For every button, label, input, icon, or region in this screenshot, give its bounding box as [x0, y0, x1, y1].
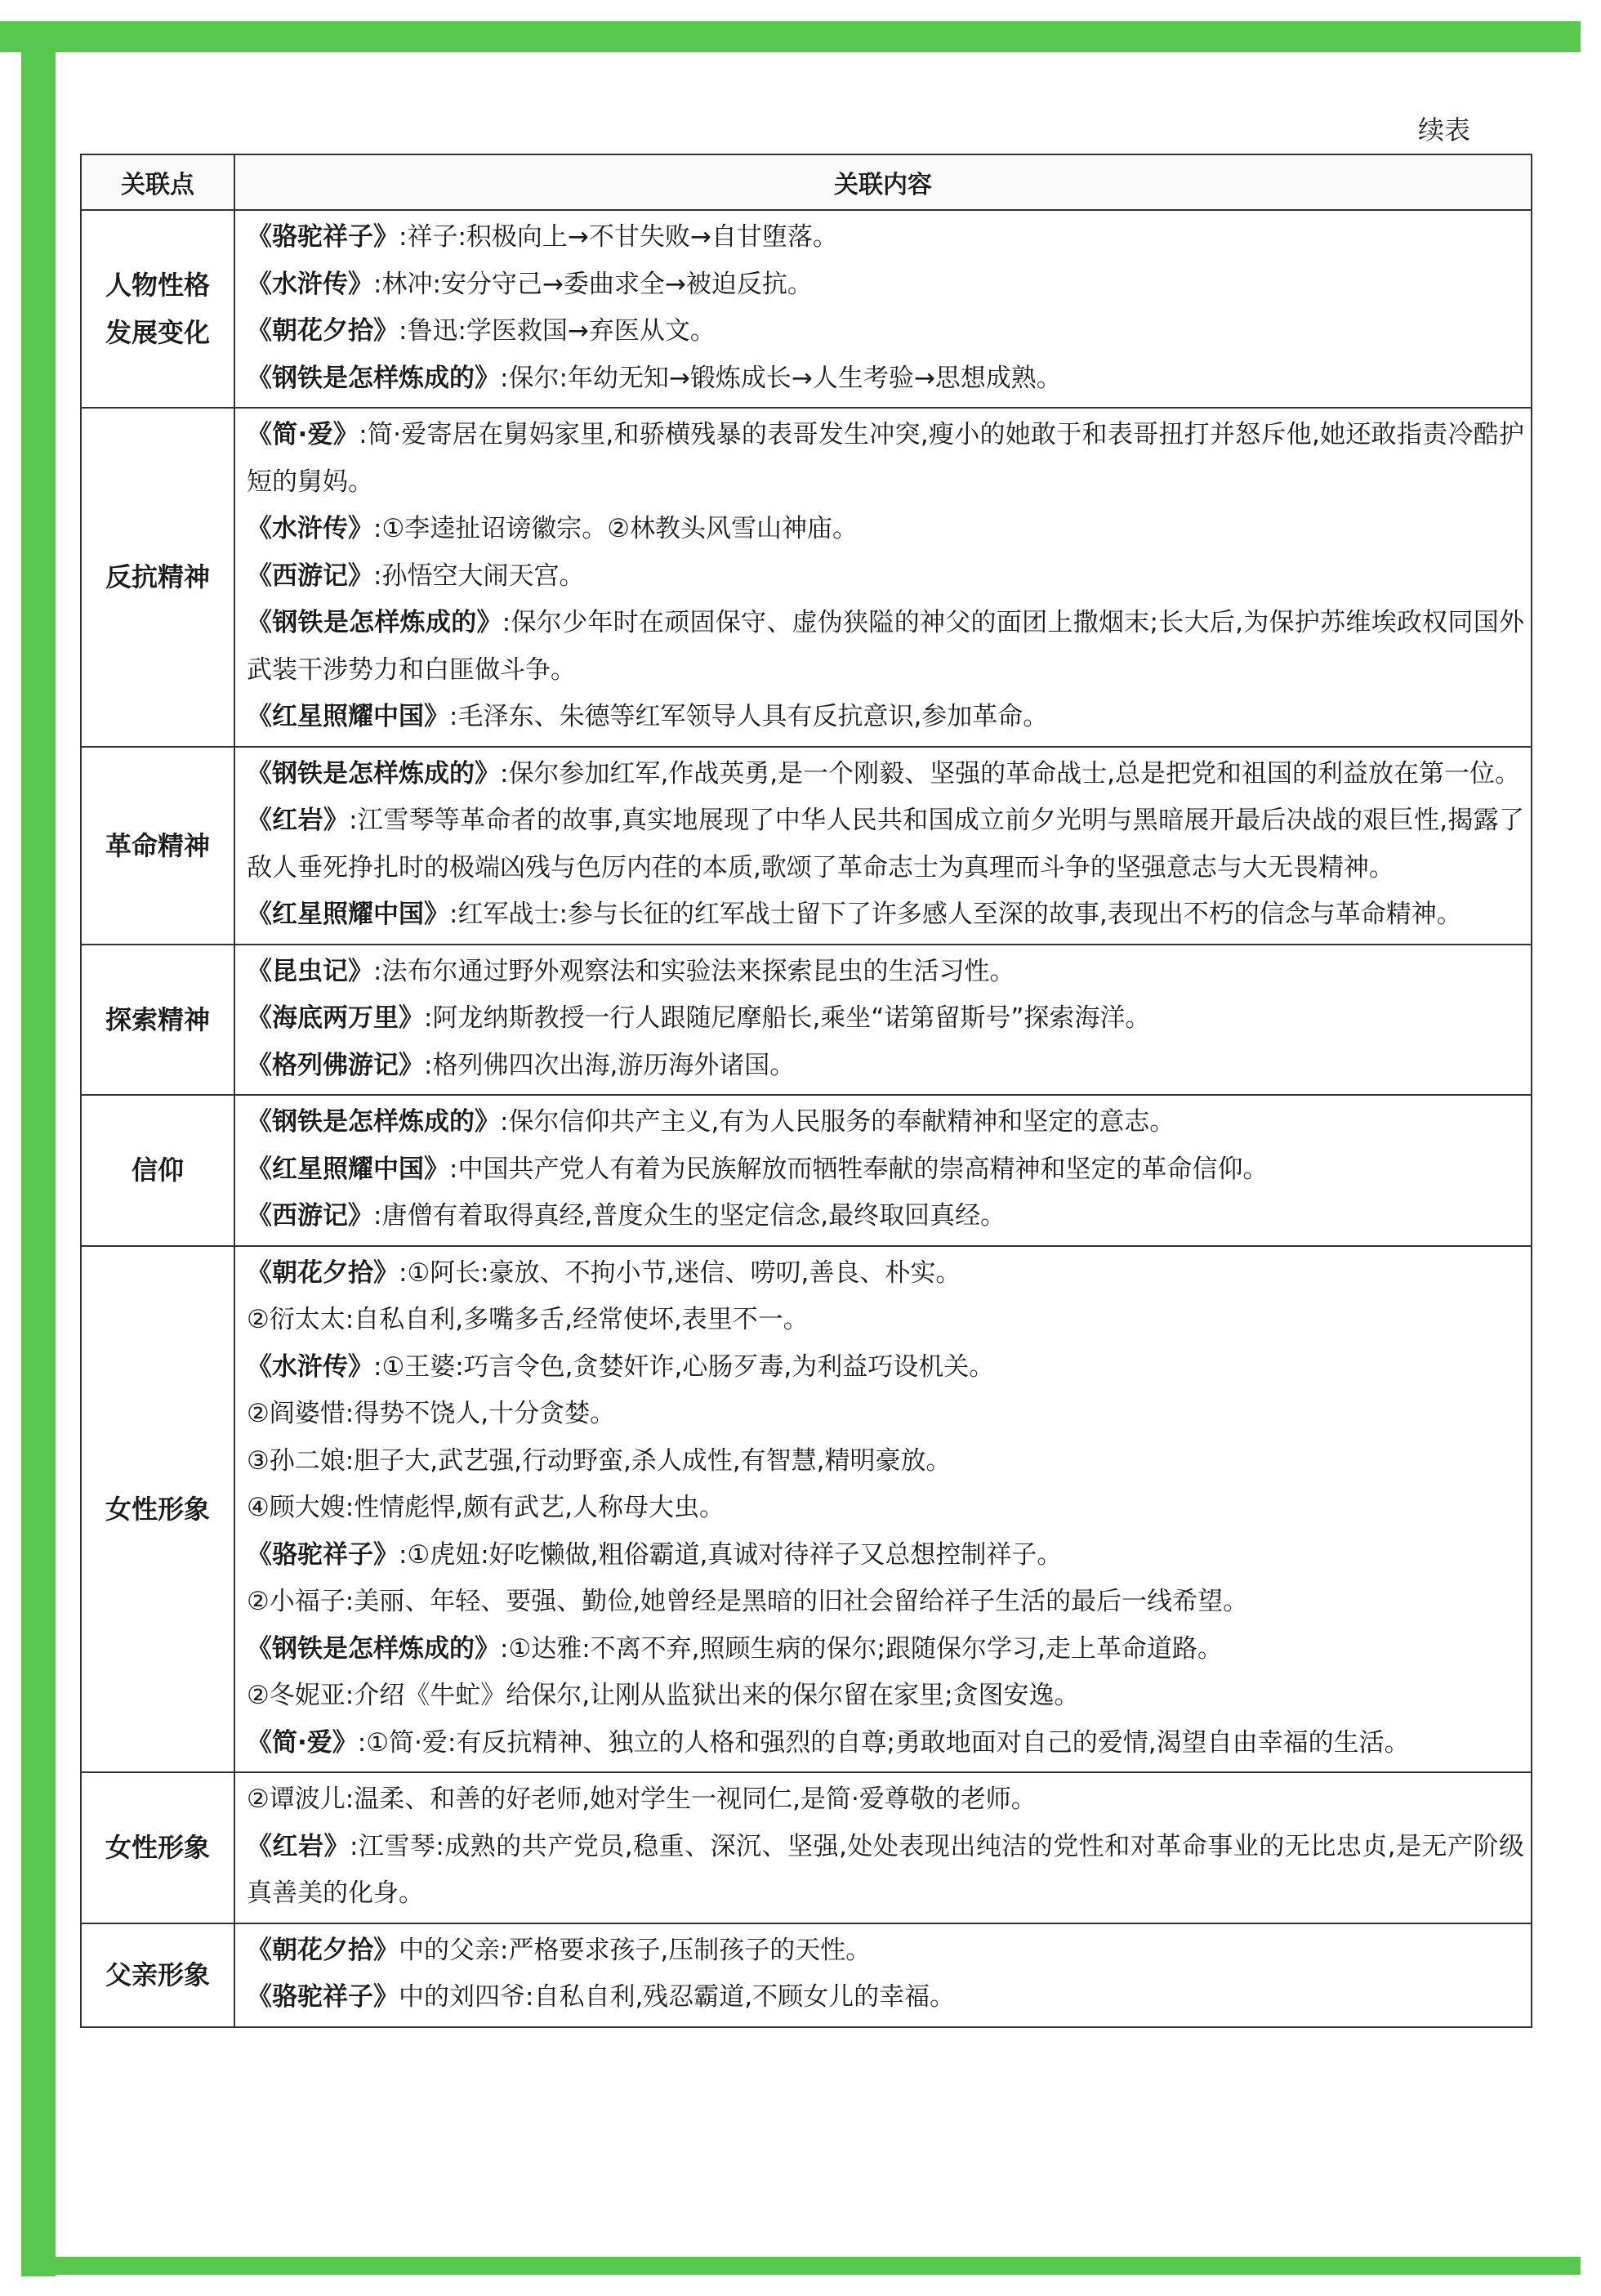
table-row — [81, 408, 1532, 747]
content-line — [247, 1927, 1524, 1975]
book-title: 《水浒传》 — [247, 1351, 373, 1382]
book-title: 《水浒传》 — [247, 269, 373, 299]
content-line — [247, 1485, 1524, 1532]
content-line — [247, 1193, 1524, 1240]
content-line — [247, 1720, 1524, 1767]
content-line — [247, 1626, 1524, 1673]
association-content — [234, 747, 1532, 945]
association-content — [234, 1772, 1532, 1923]
content-text: :①李逵扯诏谤徽宗。②林教头风雪山神庙。 — [373, 514, 858, 543]
content-line — [247, 995, 1524, 1043]
content-text: 中的刘四爷:自私自利,残忍霸道,不顾女儿的幸福。 — [399, 1982, 956, 2012]
book-title: 《红星照耀中国》 — [247, 1154, 449, 1184]
content-text: ④顾大嫂:性情彪悍,颇有武艺,人称母大虫。 — [247, 1493, 725, 1522]
table-body — [81, 210, 1532, 2027]
content-line — [247, 1776, 1524, 1824]
book-title: 《钢铁是怎样炼成的》 — [247, 1107, 500, 1137]
book-title: 《骆驼祥子》 — [247, 1982, 399, 2012]
continued-label: 续表 — [1417, 114, 1470, 145]
content-line — [247, 355, 1524, 403]
green-border-top — [0, 21, 1581, 52]
book-title: 《红星照耀中国》 — [247, 900, 449, 929]
content-text: :鲁迅:学医救国→弃医从文。 — [399, 316, 716, 346]
book-title: 《骆驼祥子》 — [247, 222, 399, 252]
association-table — [80, 154, 1532, 2028]
content-line — [247, 797, 1524, 891]
book-title: 《简·爱》 — [247, 420, 359, 449]
content-text: ③孙二娘:胆子大,武艺强,行动野蛮,杀人成性,有智慧,精明豪放。 — [247, 1445, 952, 1476]
content-line — [247, 600, 1524, 694]
association-content — [234, 1246, 1532, 1773]
content-line — [247, 1391, 1524, 1438]
content-line — [247, 694, 1524, 741]
association-content — [234, 408, 1532, 747]
content-line — [247, 1250, 1524, 1298]
content-text: 中的父亲:严格要求孩子,压制孩子的天性。 — [399, 1935, 872, 1965]
header-content: 关联内容 — [234, 154, 1532, 210]
content-text: :保尔信仰共产主义,有为人民服务的奉献精神和坚定的意志。 — [500, 1107, 1175, 1137]
content-line — [247, 506, 1524, 553]
book-title: 《朝花夕拾》 — [247, 1257, 399, 1288]
book-title: 《格列佛游记》 — [247, 1050, 424, 1080]
association-point — [81, 945, 234, 1096]
content-text: ②谭波儿:温柔、和善的好老师,她对学生一视同仁,是简·爱尊敬的老师。 — [247, 1785, 1037, 1814]
content-text: :江雪琴:成熟的共产党员,稳重、深沉、坚强,处处表现出纯洁的党性和对革命事业的无比忠贞,是无产阶级真善美的化身。 — [247, 1831, 1524, 1908]
content-text: :林冲:安分守己→委曲求全→被迫反抗。 — [373, 269, 813, 299]
table-row — [81, 747, 1532, 945]
association-point-label: 反抗精神 — [105, 561, 210, 593]
content-line — [247, 751, 1524, 798]
association-point — [81, 1246, 234, 1773]
content-line — [247, 1099, 1524, 1146]
content-text: :阿龙纳斯教授一行人跟随尼摩船长,乘坐“诺第留斯号”探索海洋。 — [424, 1003, 1151, 1033]
green-border-left — [21, 21, 56, 2276]
book-title: 《骆驼祥子》 — [247, 1539, 399, 1570]
book-title: 《红岩》 — [247, 1831, 350, 1861]
content-line — [247, 553, 1524, 601]
association-point-label: 女性形象 — [105, 1832, 210, 1864]
association-point-label: 信仰 — [131, 1155, 184, 1186]
content-text: :保尔参加红军,作战英勇,是一个刚毅、坚强的革命战士,总是把党和祖国的利益放在第一位。 — [500, 758, 1521, 788]
book-title: 《红岩》 — [247, 806, 350, 835]
content-line — [247, 1297, 1524, 1344]
content-line — [247, 1824, 1524, 1918]
table-row — [81, 1923, 1532, 2027]
book-title: 《钢铁是怎样炼成的》 — [247, 1633, 500, 1664]
content-line — [247, 891, 1524, 939]
content-text: ②衍太太:自私自利,多嘴多舌,经常使坏,表里不一。 — [247, 1305, 809, 1334]
table-row — [81, 945, 1532, 1096]
content-text: :①简·爱:有反抗精神、独立的人格和强烈的自尊;勇敢地面对自己的爱情,渴望自由幸福的生活。 — [357, 1727, 1410, 1758]
association-point-label: 父亲形象 — [105, 1959, 210, 1990]
content-text: :格列佛四次出海,游历海外诸国。 — [424, 1050, 796, 1080]
book-title: 《朝花夕拾》 — [247, 1935, 399, 1965]
content-text: ②小福子:美丽、年轻、要强、勤俭,她曾经是黑暗的旧社会留给祥子生活的最后一线希望。 — [247, 1587, 1249, 1616]
content-text: :①王婆:巧言令色,贪婪奸诈,心肠歹毒,为利益巧设机关。 — [373, 1351, 995, 1382]
content-line — [247, 1043, 1524, 1090]
content-text: :保尔少年时在顽固保守、虚伪狭隘的神父的面团上撒烟末;长大后,为保护苏维埃政权同国外武装干涉势力和白匪做斗争。 — [247, 608, 1524, 685]
association-content — [234, 1923, 1532, 2027]
book-title: 《西游记》 — [247, 561, 373, 591]
content-text: :中国共产党人有着为民族解放而牺牲奉献的崇高精神和坚定的革命信仰。 — [449, 1154, 1269, 1184]
association-point-label: 女性形象 — [105, 1493, 210, 1525]
content-line — [247, 949, 1524, 996]
association-point — [81, 1095, 234, 1246]
content-text: :①阿长:豪放、不拘小节,迷信、唠叨,善良、朴实。 — [399, 1257, 961, 1288]
association-point — [81, 1923, 234, 2027]
association-point — [81, 747, 234, 945]
table-header-row — [81, 154, 1532, 210]
book-title: 《钢铁是怎样炼成的》 — [247, 758, 500, 788]
content-text: :祥子:积极向上→不甘失败→自甘堕落。 — [399, 222, 838, 252]
association-content — [234, 1095, 1532, 1246]
content-line — [247, 412, 1524, 506]
content-line — [247, 1673, 1524, 1720]
header-point: 关联点 — [81, 154, 234, 210]
association-point — [81, 408, 234, 747]
association-content — [234, 945, 1532, 1096]
content-text: :孙悟空大闹天宫。 — [373, 561, 585, 591]
table-row — [81, 210, 1532, 408]
content-text: :唐僧有着取得真经,普度众生的坚定信念,最终取回真经。 — [373, 1201, 1006, 1231]
book-title: 《水浒传》 — [247, 514, 373, 543]
content-line — [247, 308, 1524, 355]
association-point — [81, 210, 234, 408]
content-text: :保尔:年幼无知→锻炼成长→人生考验→思想成熟。 — [500, 363, 1062, 393]
content-line — [247, 1146, 1524, 1194]
content-text: ②阎婆惜:得势不饶人,十分贪婪。 — [247, 1399, 616, 1428]
association-point-label: 人物性格发展变化 — [105, 270, 211, 348]
book-title: 《简·爱》 — [247, 1727, 358, 1758]
content-line — [247, 1579, 1524, 1626]
green-border-bottom — [21, 2257, 1581, 2275]
content-line — [247, 1344, 1524, 1391]
content-line — [247, 261, 1524, 309]
content-text: :①达雅:不离不弃,照顾生病的保尔;跟随保尔学习,走上革命道路。 — [500, 1633, 1223, 1664]
book-title: 《钢铁是怎样炼成的》 — [247, 363, 500, 393]
book-title: 《红星照耀中国》 — [247, 702, 449, 731]
association-point-label: 革命精神 — [105, 829, 210, 861]
content-text: :简·爱寄居在舅妈家里,和骄横残暴的表哥发生冲突,瘦小的她敢于和表哥扭打并怒斥他,她还敢指责冷酷护短的舅妈。 — [247, 420, 1525, 497]
book-title: 《朝花夕拾》 — [247, 316, 399, 346]
content-line — [247, 1974, 1524, 2021]
table-row — [81, 1246, 1532, 1773]
association-point — [81, 1772, 234, 1923]
content-text: :江雪琴等革命者的故事,真实地展现了中华人民共和国成立前夕光明与黑暗展开最后决战的艰巨性,揭露了敌人垂死挣扎时的极端凶残与色厉内荏的本质,歌颂了革命志士为真理而斗争的坚强意志与大无畏精神。 — [247, 806, 1524, 882]
table-row — [81, 1095, 1532, 1246]
association-content — [234, 210, 1532, 408]
content-text: ②冬妮亚:介绍《牛虻》给保尔,让刚从监狱出来的保尔留在家里;贪图安逸。 — [247, 1681, 1080, 1710]
book-title: 《西游记》 — [247, 1201, 373, 1231]
book-title: 《昆虫记》 — [247, 956, 373, 986]
book-title: 《钢铁是怎样炼成的》 — [247, 608, 502, 637]
content-text: :①虎妞:好吃懒做,粗俗霸道,真诚对待祥子又总想控制祥子。 — [399, 1539, 1063, 1570]
content-line — [247, 1532, 1524, 1579]
book-title: 《海底两万里》 — [247, 1003, 424, 1033]
content-text: :法布尔通过野外观察法和实验法来探索昆虫的生活习性。 — [373, 956, 1015, 986]
association-point-label: 探索精神 — [105, 1003, 210, 1035]
content-text: :红军战士:参与长征的红军战士留下了许多感人至深的故事,表现出不朽的信念与革命精神。 — [449, 900, 1462, 929]
content-line — [247, 1438, 1524, 1485]
table-row — [81, 1772, 1532, 1923]
content-text: :毛泽东、朱德等红军领导人具有反抗意识,参加革命。 — [449, 702, 1049, 731]
content-line — [247, 214, 1524, 261]
